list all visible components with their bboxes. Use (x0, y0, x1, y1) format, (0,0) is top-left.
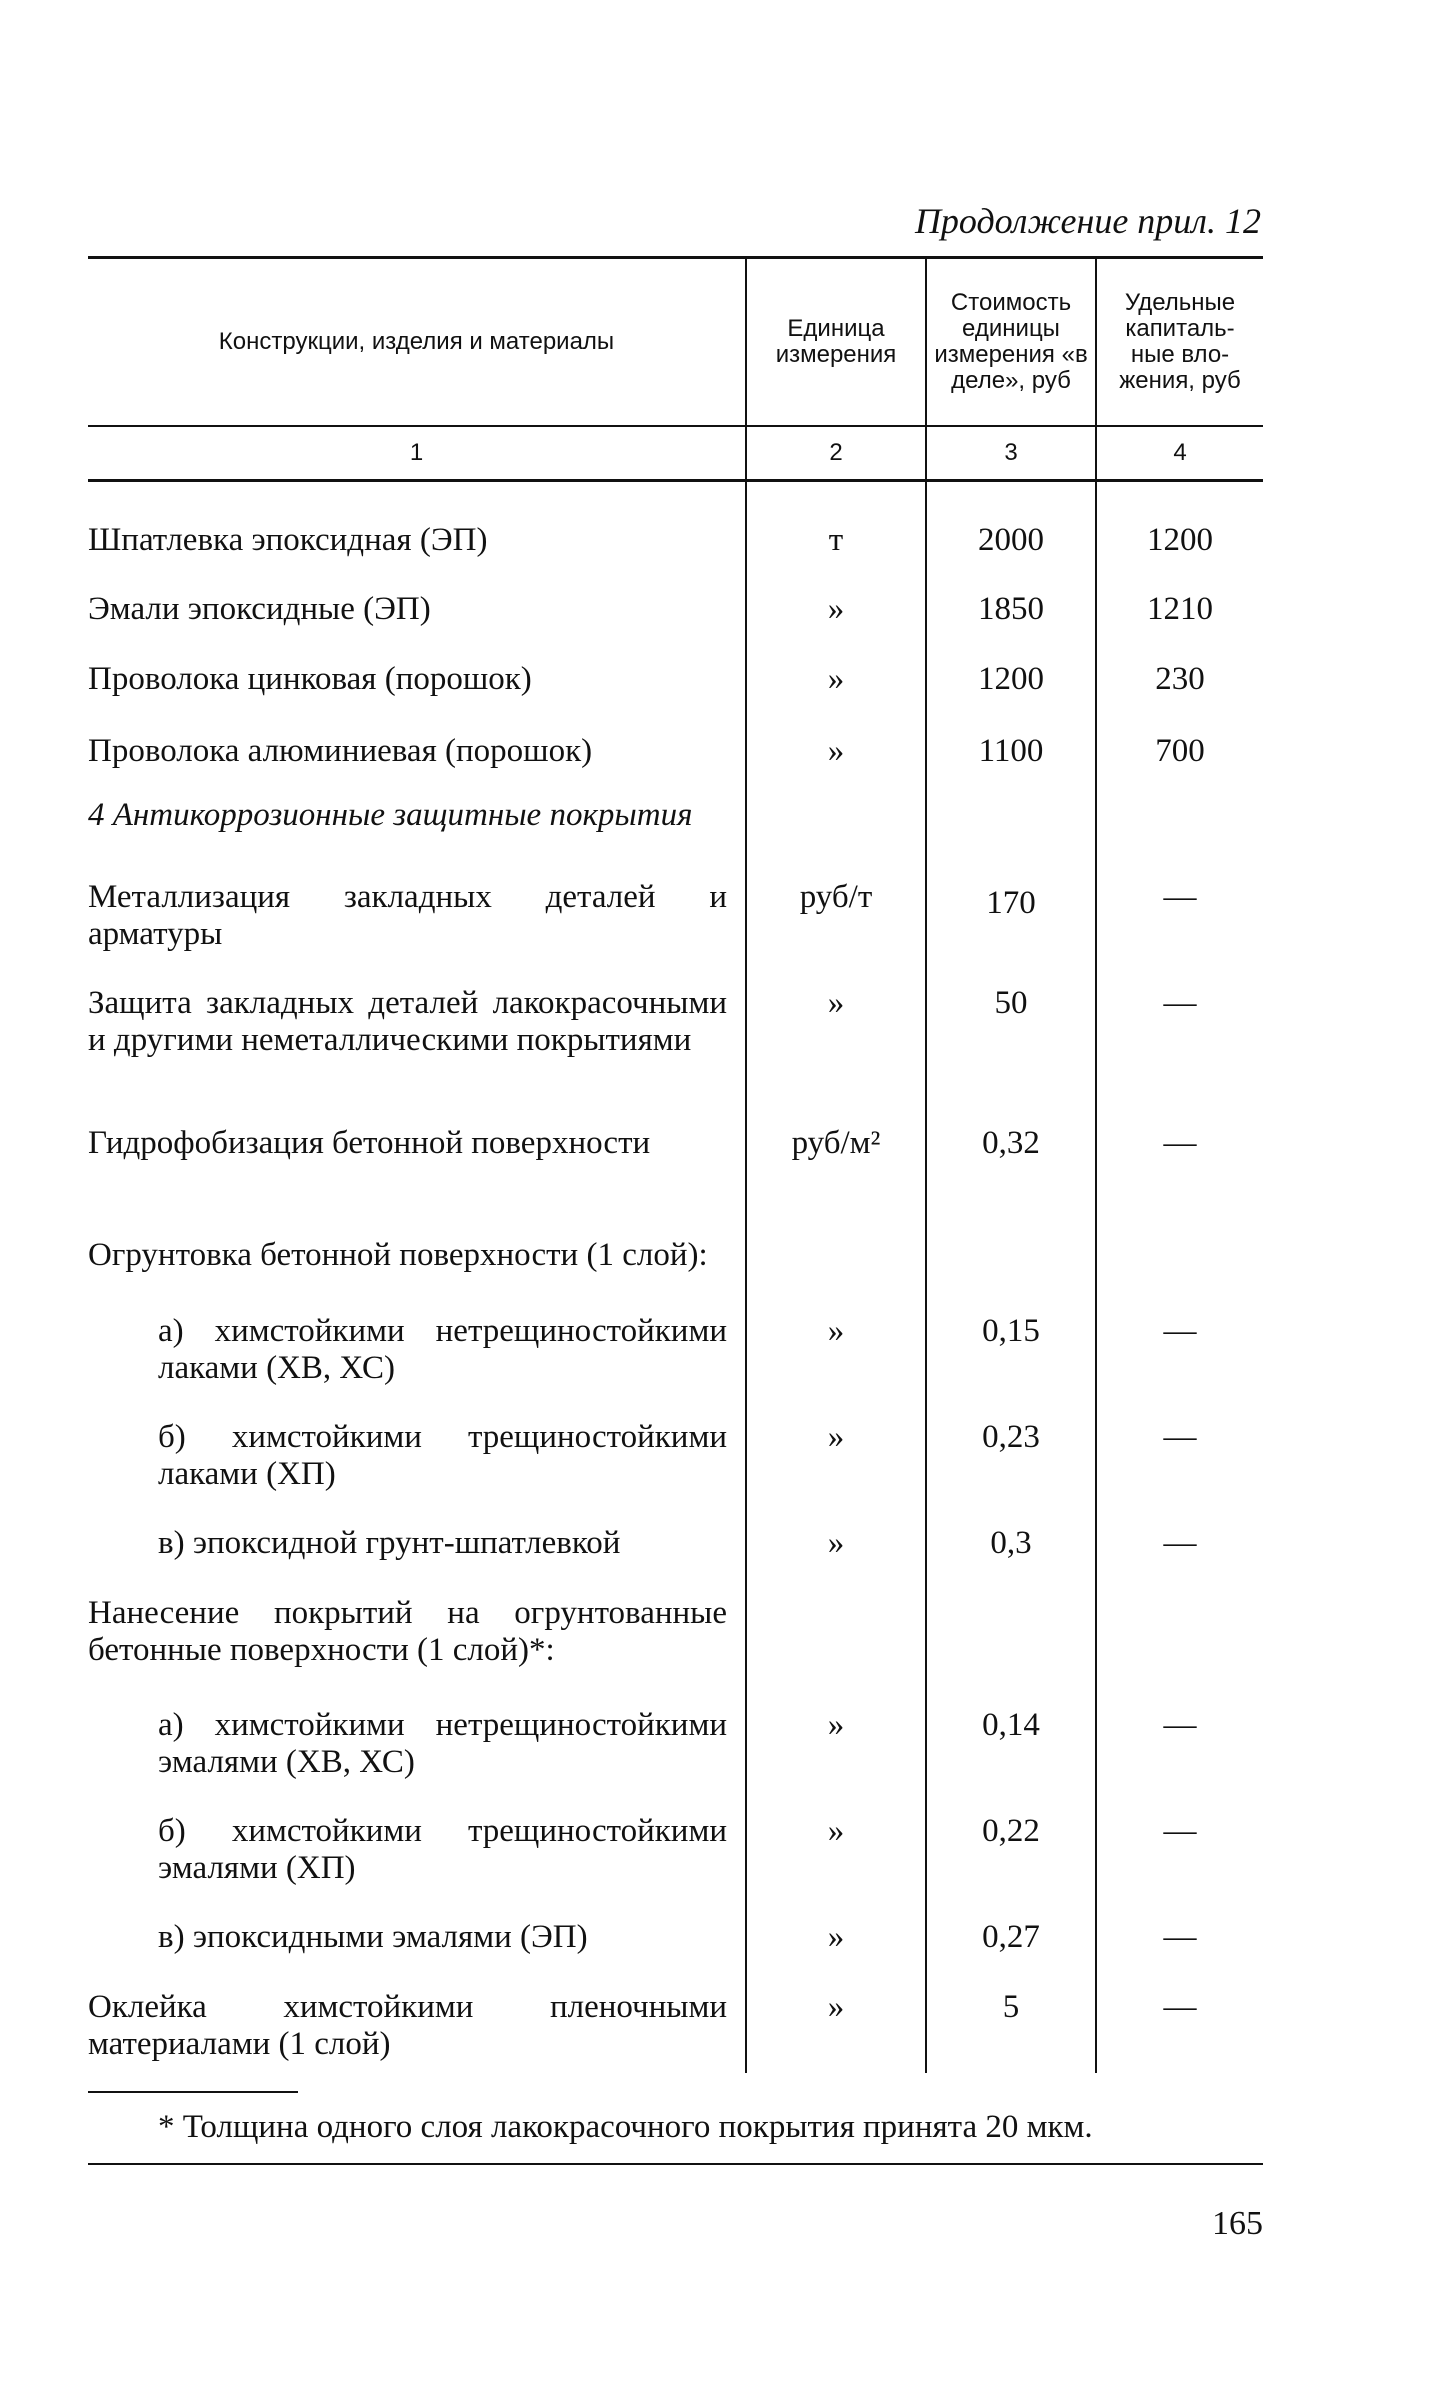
table-row (88, 1813, 1263, 1919)
capital-cell: — (1096, 1707, 1263, 1813)
unit-cell: » (746, 1313, 926, 1419)
table-row (88, 1525, 1263, 1595)
material-name: б) химстойкими трещиностойкими эмалями (ХП) (158, 1812, 727, 1886)
unit-cell: » (746, 1525, 926, 1595)
capital-cell: — (1096, 1919, 1263, 1989)
table-row (88, 1989, 1263, 2073)
group-heading: Огрунтовка бетонной поверхности (1 слой): (88, 1236, 708, 1273)
table-row (88, 591, 1263, 661)
column-number: 2 (746, 426, 926, 481)
cost-cell: 2000 (926, 481, 1096, 591)
material-name: Эмали эпоксидные (ЭП) (88, 590, 431, 627)
cost-cell: 0,14 (926, 1707, 1096, 1813)
column-number: 3 (926, 426, 1096, 481)
material-name: Проволока цинковая (порошок) (88, 660, 532, 697)
cost-cell: 1100 (926, 733, 1096, 797)
unit-cell: » (746, 661, 926, 733)
group-heading: Нанесение покрытий на огрунтованные бетонные поверхности (1 слой)*: (88, 1594, 727, 1668)
section-row (88, 797, 1263, 879)
cost-cell: 1850 (926, 591, 1096, 661)
material-name: Проволока алюминиевая (порошок) (88, 732, 593, 769)
table-row (88, 1313, 1263, 1419)
capital-cell: — (1096, 985, 1263, 1125)
material-name: Шпатлевка эпоксидная (ЭП) (88, 522, 488, 558)
table-row (88, 1419, 1263, 1525)
material-name: а) химстойкими нетрещиностойкими эмалями (ХВ, ХС) (158, 1706, 727, 1780)
table-row (88, 481, 1263, 591)
table-body (88, 481, 1263, 2073)
table-row (88, 1919, 1263, 1989)
footnote-divider (88, 2091, 298, 2093)
cost-cell: 0,23 (926, 1419, 1096, 1525)
capital-cell: — (1096, 1525, 1263, 1595)
table-row (88, 661, 1263, 733)
capital-cell: 230 (1096, 661, 1263, 733)
unit-cell: » (746, 1707, 926, 1813)
unit-cell: руб/т (746, 879, 926, 985)
cost-cell: 170 (926, 879, 1096, 985)
material-name: а) химстойкими нетрещиностойкими лаками (ХВ, ХС) (158, 1312, 727, 1386)
table-row (88, 733, 1263, 797)
capital-cell: — (1096, 1313, 1263, 1419)
cost-cell: 0,27 (926, 1919, 1096, 1989)
bottom-rule (88, 2163, 1263, 2165)
column-header-capital: Удельные капиталь- ные вло- жения, руб (1096, 258, 1263, 427)
capital-cell: 1200 (1096, 481, 1263, 591)
material-name: в) эпоксидной грунт-шпатлевкой (158, 1524, 621, 1561)
unit-cell: » (746, 1813, 926, 1919)
footnote: * Толщина одного слоя лакокрасочного покрытия принята 20 мкм. (158, 2108, 1093, 2145)
material-name: б) химстойкими трещиностойкими лаками (ХП) (158, 1418, 727, 1492)
capital-cell: — (1096, 1813, 1263, 1919)
cost-cell: 0,32 (926, 1125, 1096, 1237)
capital-cell: 700 (1096, 733, 1263, 797)
material-name: Оклейка химстойкими пленочными материалами (1 слой) (88, 1988, 727, 2062)
column-header-materials: Конструкции, изделия и материалы (88, 258, 746, 427)
document-page (88, 196, 1263, 2243)
continuation-caption: Продолжение прил. 12 (914, 201, 1261, 241)
unit-cell: » (746, 1419, 926, 1525)
unit-cell: » (746, 1919, 926, 1989)
unit-cell: » (746, 1989, 926, 2073)
capital-cell: — (1096, 879, 1263, 985)
column-header-unit: Единица измерения (746, 258, 926, 427)
table-row (88, 879, 1263, 985)
unit-cell: руб/м² (746, 1125, 926, 1237)
unit-cell: » (746, 591, 926, 661)
unit-cell: » (746, 733, 926, 797)
cost-cell: 5 (926, 1989, 1096, 2073)
material-name: в) эпоксидными эмалями (ЭП) (158, 1918, 588, 1955)
material-name: Гидрофобизация бетонной поверхности (88, 1124, 651, 1161)
capital-cell: 1210 (1096, 591, 1263, 661)
cost-cell: 0,22 (926, 1813, 1096, 1919)
cost-cell: 1200 (926, 661, 1096, 733)
group-row (88, 1595, 1263, 1707)
cost-cell: 0,15 (926, 1313, 1096, 1419)
price-table (88, 256, 1263, 2073)
column-number: 1 (88, 426, 746, 481)
material-name: Металлизация закладных деталей и арматуры (88, 878, 727, 952)
section-heading: 4 Антикоррозионные защитные покрытия (88, 796, 693, 833)
column-number: 4 (1096, 426, 1263, 481)
capital-cell: — (1096, 1419, 1263, 1525)
group-row (88, 1237, 1263, 1313)
capital-cell: — (1096, 1989, 1263, 2073)
column-header-cost: Стоимость единицы измерения «в деле», руб (926, 258, 1096, 427)
table-row (88, 1707, 1263, 1813)
table-row (88, 1125, 1263, 1237)
table-row (88, 985, 1263, 1125)
cost-cell: 0,3 (926, 1525, 1096, 1595)
unit-cell: » (746, 985, 926, 1125)
cost-cell: 50 (926, 985, 1096, 1125)
unit-cell: т (746, 481, 926, 591)
material-name: Защита закладных деталей лакокрасочными и другими неметаллическими покрытиями (88, 984, 727, 1058)
capital-cell: — (1096, 1125, 1263, 1237)
page-number: 165 (1212, 2204, 1263, 2242)
